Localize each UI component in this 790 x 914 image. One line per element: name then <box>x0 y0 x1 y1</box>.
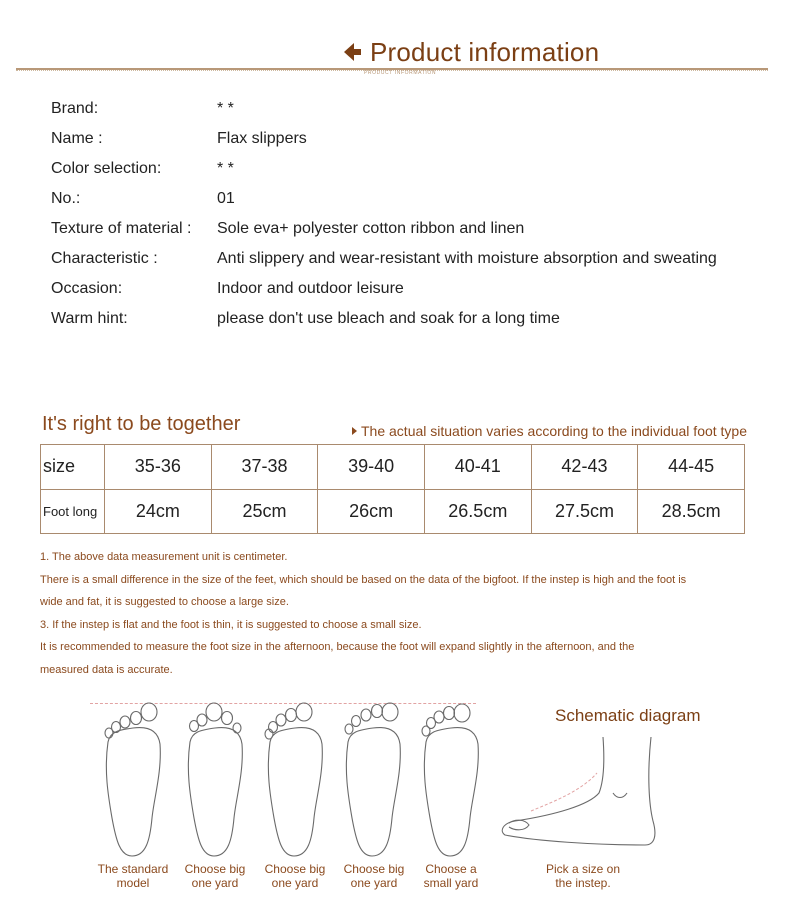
caption-line: model <box>116 876 150 890</box>
note-line: 1. The above data measurement unit is centimeter. <box>40 551 288 563</box>
info-row <box>51 184 781 214</box>
table-row <box>41 489 745 534</box>
info-value: please don't use bleach and soak for a long time <box>217 310 560 327</box>
size-row-label: size <box>41 445 105 490</box>
note-line: It is recommended to measure the foot size in the afternoon, because the foot will expand slightly in the afternoon, and the <box>40 641 635 654</box>
size-cell: 40-41 <box>424 445 531 490</box>
note-line: measured data is accurate. <box>40 663 173 676</box>
foot-outline-icon <box>338 700 408 860</box>
info-row <box>51 274 781 304</box>
caption-line: The standard <box>97 862 169 876</box>
size-cell: 44-45 <box>638 445 745 490</box>
foot-caption <box>170 862 260 890</box>
length-row-label: Foot long <box>41 489 105 534</box>
size-note-text: The actual situation varies according to the individual foot type <box>361 423 748 439</box>
info-row <box>51 94 781 124</box>
info-row <box>51 154 781 184</box>
caption-line: the instep. <box>555 876 611 890</box>
info-label: Brand: <box>51 100 99 117</box>
table-row <box>41 445 745 490</box>
note-line: There is a small difference in the size of the feet, which should be based on the data of the bigfoot. If the instep is high and the foot is <box>40 573 687 586</box>
foot-caption <box>88 862 178 890</box>
size-cell: 37-38 <box>211 445 318 490</box>
info-value: 01 <box>217 190 235 207</box>
info-label: Occasion: <box>51 280 123 297</box>
info-label: Characteristic : <box>51 250 158 267</box>
product-info-list <box>51 94 781 334</box>
caption-line: small yard <box>423 876 479 890</box>
info-label: No.: <box>51 190 81 207</box>
info-label: Color selection: <box>51 160 162 177</box>
length-cell: 26cm <box>318 489 425 534</box>
caption-line: Pick a size on <box>545 862 621 876</box>
length-cell: 27.5cm <box>531 489 638 534</box>
foot-caption <box>406 862 496 890</box>
length-cell: 26.5cm <box>424 489 531 534</box>
caption-line: one yard <box>271 876 319 890</box>
schematic-title: Schematic diagram <box>555 706 701 725</box>
info-row <box>51 304 781 334</box>
note-line: 3. If the instep is flat and the foot is thin, it is suggested to choose a small size. <box>40 618 422 631</box>
info-row <box>51 244 781 274</box>
caption-line: Choose big <box>264 862 326 876</box>
foot-outline-icon <box>416 700 486 860</box>
info-label: Warm hint: <box>51 310 128 327</box>
size-note <box>352 423 747 439</box>
foot-outline-icon <box>98 700 168 860</box>
info-value: * * <box>217 100 234 117</box>
foot-outline-icon <box>260 700 330 860</box>
info-value: Flax slippers <box>217 130 307 147</box>
section-title-text: Product information <box>370 36 600 67</box>
foot-side-icon <box>495 735 665 855</box>
info-value: Indoor and outdoor leisure <box>217 280 404 297</box>
size-heading: It's right to be together <box>42 413 241 435</box>
caption-line: Choose a <box>425 862 477 876</box>
length-cell: 24cm <box>105 489 212 534</box>
schematic-caption <box>538 862 628 890</box>
size-cell: 35-36 <box>105 445 212 490</box>
caption-line: Choose big <box>343 862 405 876</box>
note-line: wide and fat, it is suggested to choose a large size. <box>40 596 289 609</box>
length-cell: 25cm <box>211 489 318 534</box>
caption-line: one yard <box>191 876 239 890</box>
size-notes <box>40 546 785 682</box>
foot-outline-icon <box>180 700 250 860</box>
caption-line: Choose big <box>184 862 246 876</box>
info-row <box>51 214 781 244</box>
info-value: * * <box>217 160 234 177</box>
arrow-left-icon <box>340 40 364 64</box>
info-label: Name : <box>51 130 103 147</box>
info-row <box>51 124 781 154</box>
info-value: Anti slippery and wear-resistant with moisture absorption and sweating <box>217 250 717 267</box>
section-subtitle: PRODUCT INFORMATION <box>364 70 437 76</box>
length-cell: 28.5cm <box>638 489 745 534</box>
caption-line: one yard <box>350 876 398 890</box>
size-cell: 39-40 <box>318 445 425 490</box>
section-title <box>340 34 599 70</box>
info-value: Sole eva+ polyester cotton ribbon and linen <box>217 220 525 237</box>
size-table <box>40 444 745 534</box>
triangle-right-icon <box>352 427 357 435</box>
info-label: Texture of material : <box>51 220 192 237</box>
foot-caption <box>250 862 340 890</box>
size-cell: 42-43 <box>531 445 638 490</box>
